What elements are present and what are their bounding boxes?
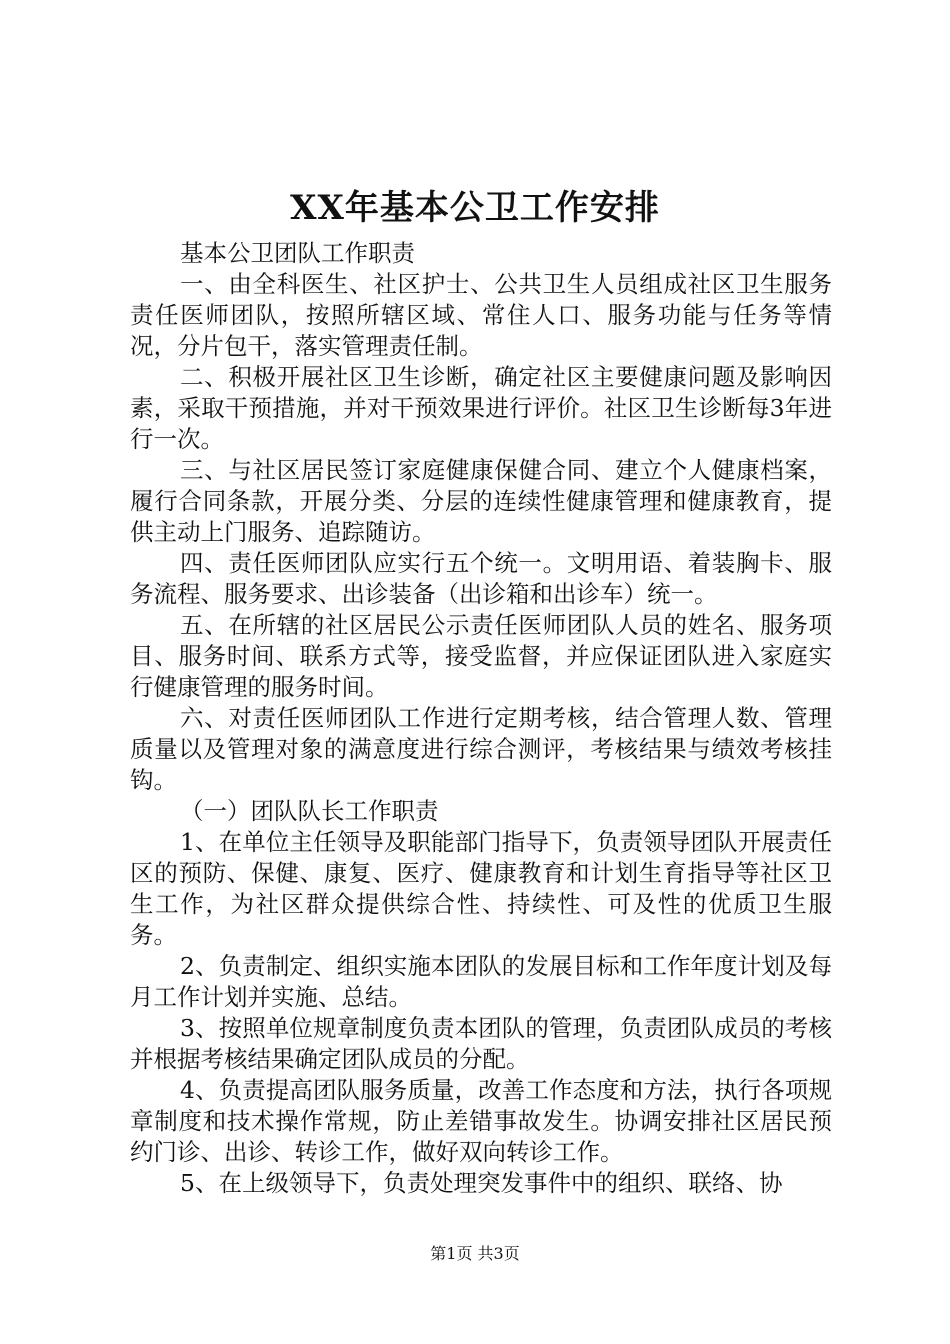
paragraph: 二、积极开展社区卫生诊断，确定社区主要健康问题及影响因素，采取干预措施，并对干预效果进行评价。社区卫生诊断每3年进行一次。 (130, 363, 832, 453)
document-title: XX年基本公卫工作安排 (290, 188, 660, 228)
section-heading: （一）团队队长工作职责 (180, 797, 439, 825)
paragraph: 5、在上级领导下，负责处理突发事件中的组织、联络、协 (180, 1169, 783, 1197)
paragraph: 一、由全科医生、社区护士、公共卫生人员组成社区卫生服务责任医师团队，按照所辖区域、常住人口、服务功能与任务等情况，分片包干，落实管理责任制。 (130, 270, 832, 360)
page-footer: 第1页 共3页 (430, 1244, 520, 1263)
paragraph: 六、对责任医师团队工作进行定期考核，结合管理人数、管理质量以及管理对象的满意度进行综合测评，考核结果与绩效考核挂钩。 (130, 704, 832, 794)
paragraph: 三、与社区居民签订家庭健康保健合同、建立个人健康档案，履行合同条款，开展分类、分层的连续性健康管理和健康教育，提供主动上门服务、追踪随访。 (130, 456, 832, 546)
paragraph-heading: 基本公卫团队工作职责 (180, 239, 415, 267)
document-body (130, 238, 832, 1199)
paragraph: 1、在单位主任领导及职能部门指导下，负责领导团队开展责任区的预防、保健、康复、医疗、健康教育和计划生育指导等社区卫生工作，为社区群众提供综合性、持续性、可及性的优质卫生服务。 (130, 828, 832, 949)
paragraph: 2、负责制定、组织实施本团队的发展目标和工作年度计划及每月工作计划并实施、总结。 (130, 952, 832, 1011)
paragraph: 4、负责提高团队服务质量，改善工作态度和方法，执行各项规章制度和技术操作常规，防止差错事故发生。协调安排社区居民预约门诊、出诊、转诊工作，做好双向转诊工作。 (130, 1076, 832, 1166)
paragraph: 3、按照单位规章制度负责本团队的管理，负责团队成员的考核并根据考核结果确定团队成员的分配。 (130, 1014, 832, 1073)
paragraph: 五、在所辖的社区居民公示责任医师团队人员的姓名、服务项目、服务时间、联系方式等，接受监督，并应保证团队进入家庭实行健康管理的服务时间。 (130, 611, 832, 701)
paragraph: 四、责任医师团队应实行五个统一。文明用语、着装胸卡、服务流程、服务要求、出诊装备（出诊箱和出诊车）统一。 (130, 549, 832, 608)
